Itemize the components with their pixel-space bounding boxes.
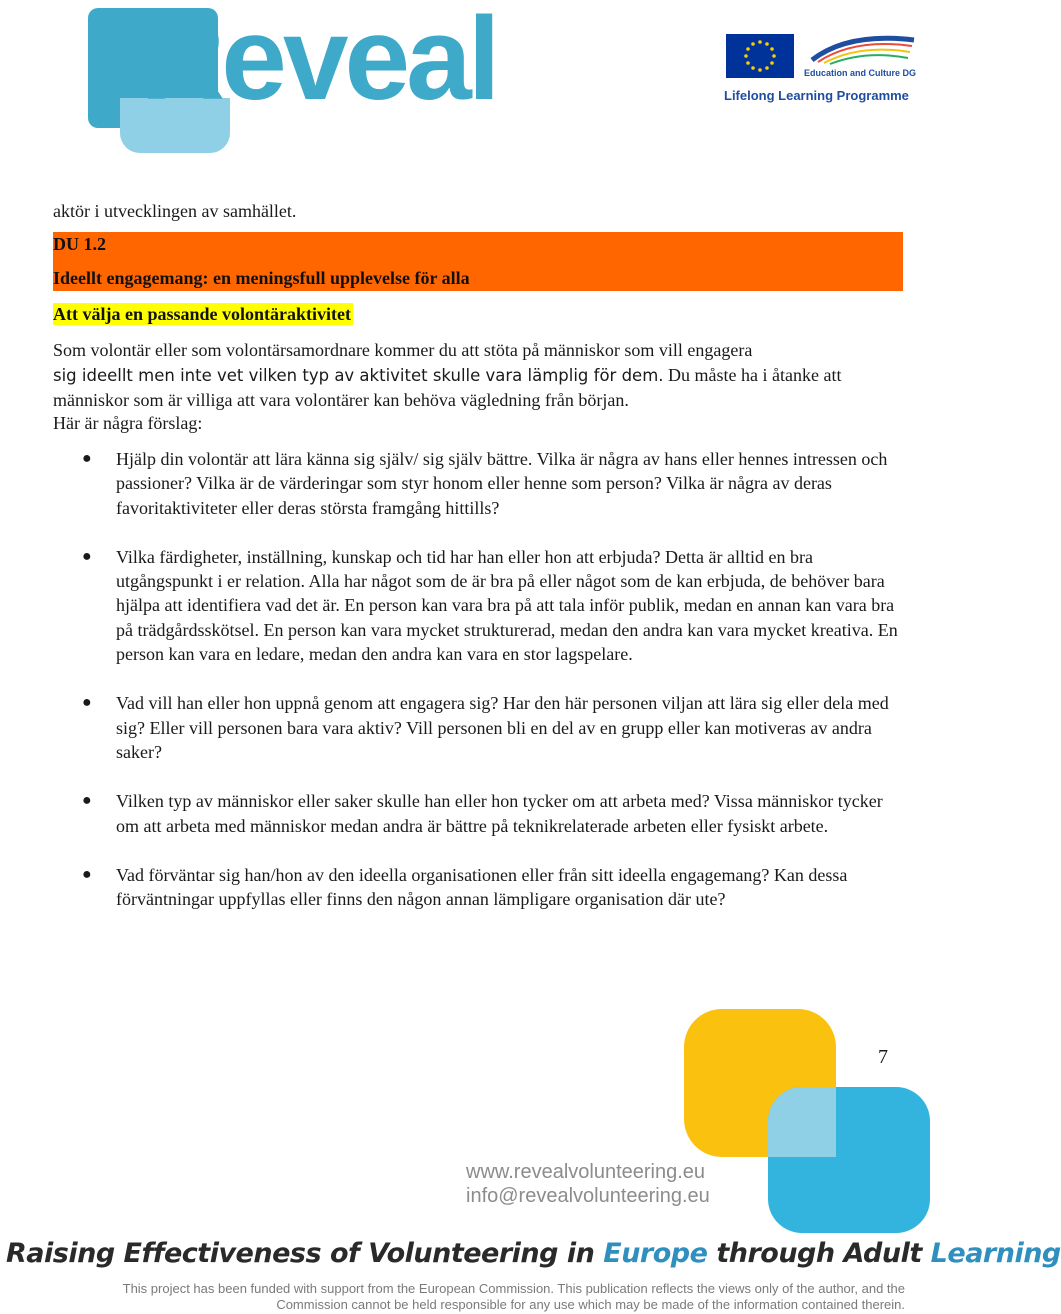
list-item-text: Vad förväntar sig han/hon av den ideella organisationen eller från sitt ideella engagemang? Kan dessa förväntningar uppfyllas eller finns den någon annan lämpligare organisation där ute?	[116, 864, 848, 910]
suggestion-list	[80, 447, 910, 936]
logo-text: Reveal	[140, 0, 497, 125]
suggestions-intro: Här är några förslag:	[53, 413, 203, 433]
body-line-2b: Du måste ha i åtanke att	[663, 364, 842, 385]
llp-wave-icon	[808, 30, 918, 66]
list-item-text: Vilken typ av människor eller saker skulle han eller hon tycker om att arbeta med? Vissa människor tycker om att arbeta med människor medan andra är bättre på teknikrelaterade arbeten eller fysiskt arbete.	[116, 791, 883, 836]
disclaimer-line-2: Commission cannot be held responsible for any use which may be made of the information contained therein.	[276, 1297, 905, 1312]
email-link[interactable]: info@revealvolunteering.eu	[466, 1185, 710, 1207]
body-line-1: Som volontär eller som volontärsamordnare kommer du att stöta på människor som vill engagera	[53, 340, 753, 360]
tagline-part-2: Europe	[603, 1238, 708, 1269]
body-line-2a: sig ideellt men inte vet vilken typ av aktivitet skulle vara lämplig för dem.	[53, 365, 664, 385]
eu-lifelong-learning-logo	[724, 30, 934, 110]
footer-square-overlap	[768, 1087, 836, 1157]
eu-dg-label: Education and Culture DG	[804, 68, 917, 78]
website-link[interactable]: www.revealvolunteering.eu	[466, 1161, 706, 1183]
reveal-logo	[80, 0, 497, 153]
du-label: DU 1.2	[53, 234, 106, 254]
intro-text: aktör i utvecklingen av samhället.	[53, 201, 297, 221]
bullet-icon: ●	[82, 792, 92, 810]
bullet-icon: ●	[82, 694, 92, 712]
bullet-icon: ●	[82, 865, 92, 883]
list-item	[80, 863, 910, 912]
eu-flag-icon	[726, 34, 794, 78]
list-item-text: Vilka färdigheter, inställning, kunskap och tid har han eller hon att erbjuda? Detta är alltid en bra utgångspunkt i er relation. Alla har något som de är bra på eller något som de kan erbjuda, de behöver bara hjälpa att identifiera vad det är. En person kan vara bra på att tala inför publik, medan en annan kan vara bra på trädgårdsskötsel. En person kan vara mycket strukturerad, medan den andra kan vara mycket kreativa. En person kan vara en ledare, medan den andra kan vara en stor lagspelare.	[116, 546, 898, 665]
tagline-part-1: Raising Effectiveness of Volunteering in	[6, 1238, 604, 1269]
funding-disclaimer	[50, 1281, 905, 1313]
list-item	[80, 789, 910, 838]
disclaimer-line-1: This project has been funded with support from the European Commission. This publication reflects the views only of the author, and the	[122, 1281, 905, 1296]
du-title: Ideellt engagemang: en meningsfull upplevelse för alla	[53, 268, 470, 288]
footer-contact	[466, 1160, 710, 1208]
page-number: 7	[878, 1046, 888, 1068]
list-item-text: Hjälp din volontär att lära känna sig själv/ sig själv bättre. Vilka är några av hans eller hennes intressen och passioner? Vilka är de värderingar som styr honom eller henne som person? Vilka är några av deras favoritaktiviteter eller deras största framgång hittills?	[116, 449, 888, 518]
list-item	[80, 447, 910, 520]
bullet-icon: ●	[82, 547, 92, 565]
body-paragraph	[53, 338, 903, 413]
body-line-3: människor som är villiga att vara volontärer kan behöva vägledning från början.	[53, 390, 629, 410]
project-tagline	[6, 1238, 1061, 1269]
bullet-icon: ●	[82, 450, 92, 467]
list-item	[80, 691, 910, 764]
tagline-part-3: through Adult	[707, 1238, 931, 1269]
section-subheading: Att välja en passande volontäraktivitet	[53, 304, 351, 324]
tagline-part-4: Learning	[930, 1238, 1061, 1269]
list-item	[80, 545, 910, 666]
eu-programme-label: Lifelong Learning Programme	[724, 88, 909, 103]
list-item-text: Vad vill han eller hon uppnå genom att engagera sig? Har den här personen viljan att lära sig eller dela med sig? Eller vill personen bara vara aktiv? Vill personen bli en del av en grupp eller kan motiveras av andra saker?	[116, 693, 889, 762]
